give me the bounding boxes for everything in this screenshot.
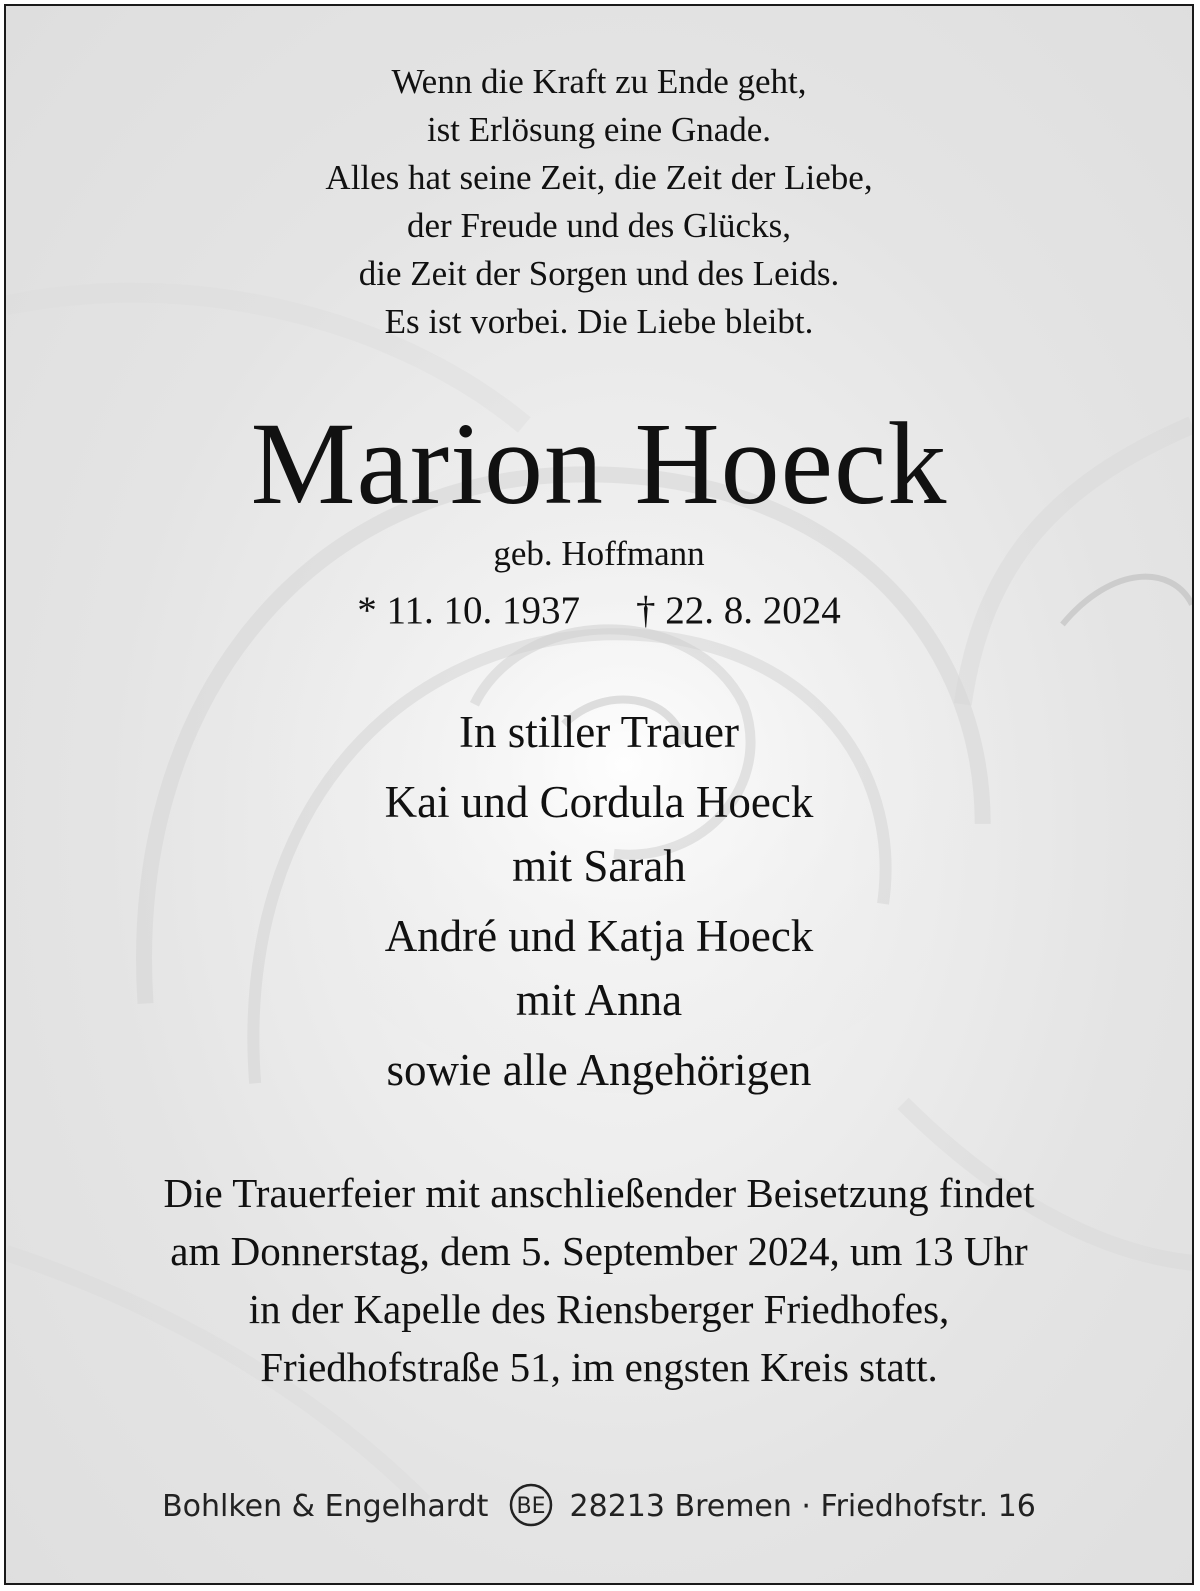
- svg-text:BE: BE: [516, 1494, 546, 1519]
- poem-line: der Freude und des Glücks,: [407, 206, 791, 245]
- funeral-home-name: Bohlken & Engelhardt: [162, 1489, 489, 1524]
- service-line: in der Kapelle des Riensberger Friedhofes,: [248, 1286, 950, 1332]
- mourner-family: Kai und Cordula Hoeck: [384, 777, 814, 827]
- poem-line: die Zeit der Sorgen und des Leids.: [358, 254, 840, 293]
- mourners: [6, 700, 1192, 1102]
- service-line: Friedhofstraße 51, im engsten Kreis statt.: [260, 1344, 938, 1390]
- mourners-intro: In stiller Trauer: [459, 707, 739, 757]
- birth-date: * 11. 10. 1937: [357, 589, 581, 632]
- life-dates: [6, 586, 1192, 636]
- funeral-home-footer: [6, 1482, 1192, 1532]
- service-details: [6, 1164, 1192, 1396]
- mourners-others: sowie alle Angehörigen: [386, 1045, 812, 1095]
- poem: [6, 58, 1192, 346]
- funeral-home-logo-icon: [508, 1482, 554, 1528]
- mourner-family-child: mit Anna: [515, 975, 683, 1025]
- service-line: am Donnerstag, dem 5. September 2024, um 13 Uhr: [170, 1228, 1028, 1274]
- obituary-notice: [4, 4, 1194, 1585]
- mourner-family-child: mit Sarah: [512, 841, 686, 891]
- poem-line: Es ist vorbei. Die Liebe bleibt.: [384, 302, 814, 341]
- deceased-name: Marion Hoeck: [250, 398, 948, 529]
- death-date: † 22. 8. 2024: [636, 589, 841, 632]
- funeral-home-address: 28213 Bremen · Friedhofstr. 16: [569, 1489, 1036, 1524]
- poem-line: ist Erlösung eine Gnade.: [426, 110, 772, 149]
- maiden-name: geb. Hoffmann: [493, 534, 705, 573]
- service-line: Die Trauerfeier mit anschließender Beisetzung findet: [163, 1170, 1035, 1216]
- poem-line: Wenn die Kraft zu Ende geht,: [391, 62, 807, 101]
- poem-line: Alles hat seine Zeit, die Zeit der Liebe,: [325, 158, 873, 197]
- mourner-family: André und Katja Hoeck: [384, 911, 814, 961]
